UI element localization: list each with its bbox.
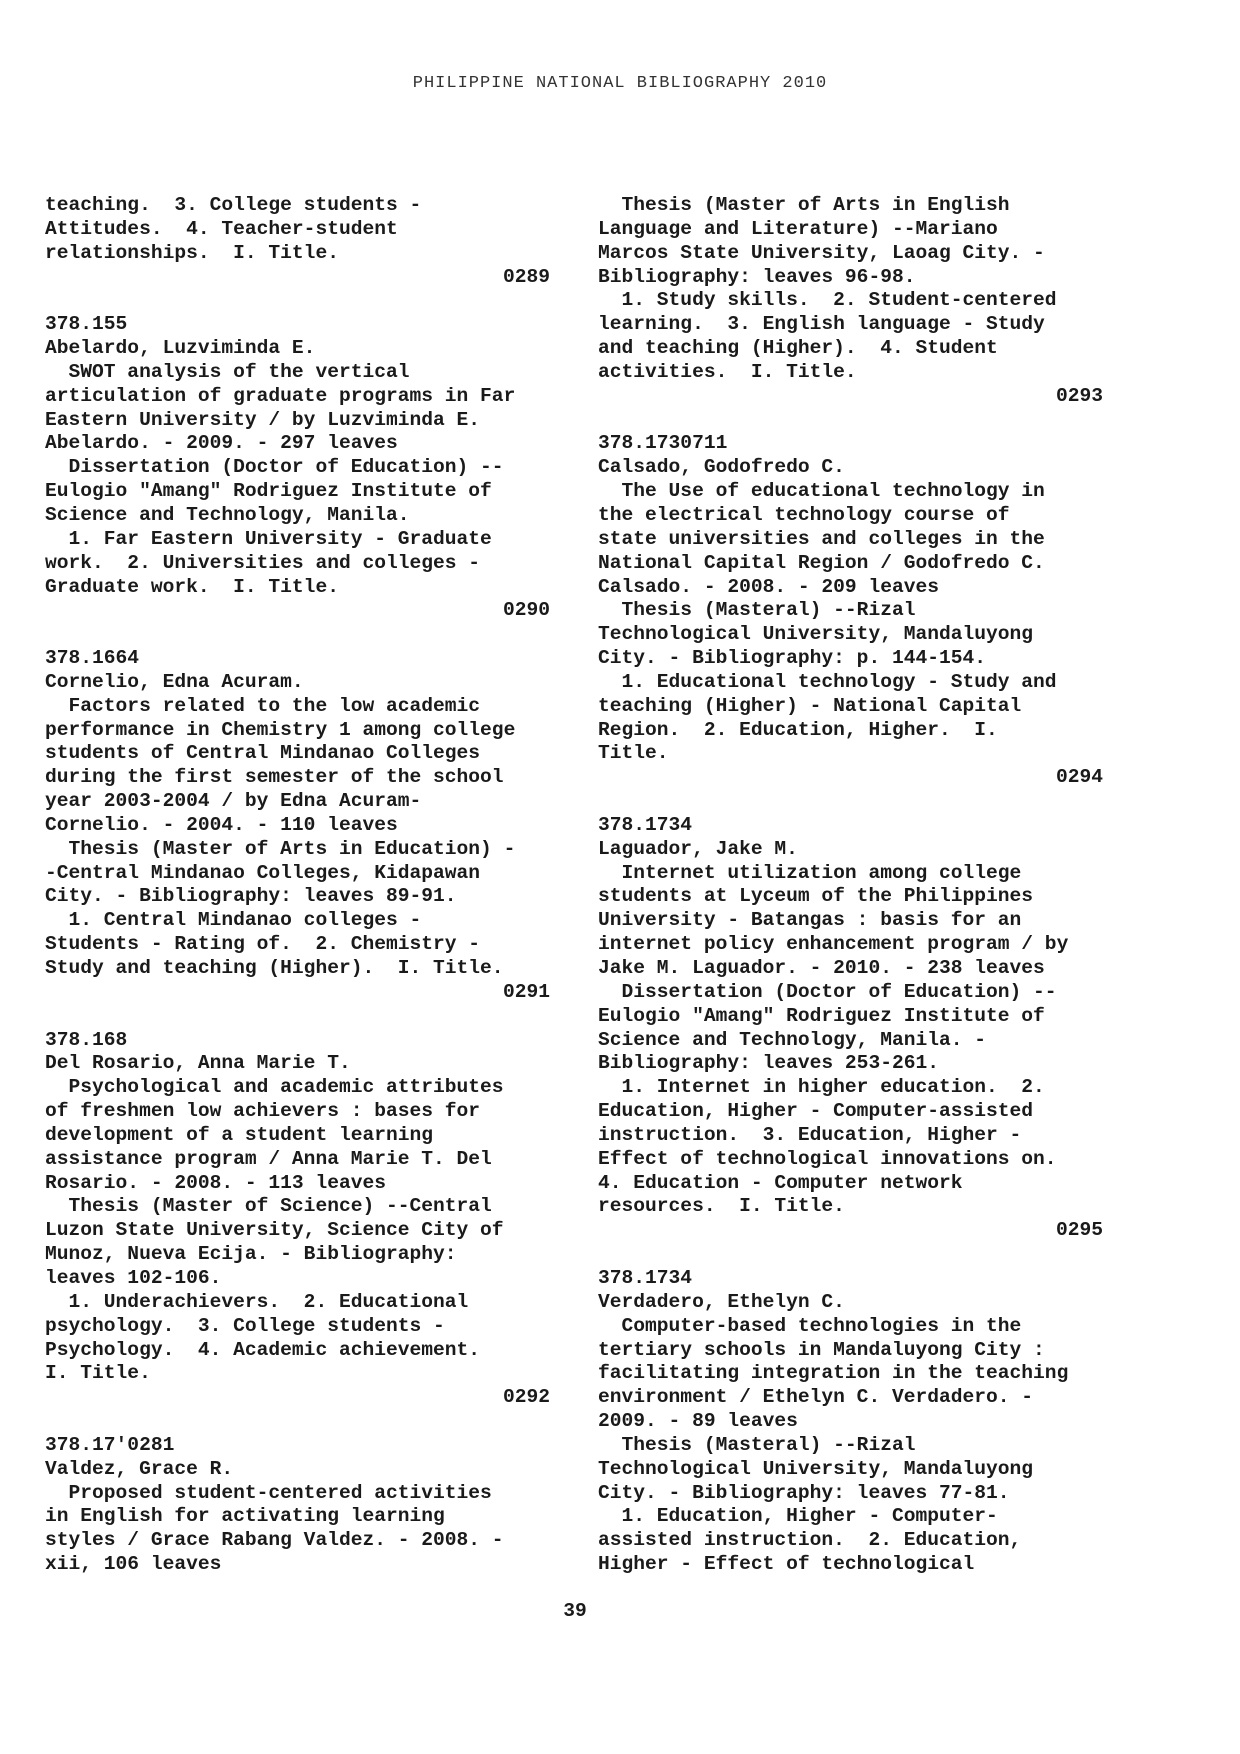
text-line: Eulogio "Amang" Rodriguez Institute of <box>45 480 492 503</box>
text-line: Munoz, Nueva Ecija. - Bibliography: <box>45 1243 457 1266</box>
text-line: work. 2. Universities and colleges - <box>45 551 481 574</box>
text-line: Technological University, Mandaluyong <box>598 623 1034 646</box>
entry-number: 0292 <box>502 1386 550 1409</box>
text-line: students of Central Mindanao Colleges <box>45 742 481 765</box>
text-line: Dissertation (Doctor of Education) -- <box>45 456 504 479</box>
text-line <box>45 1410 550 1434</box>
text-line: 378.168 <box>45 1028 128 1051</box>
entry-number: 0290 <box>502 599 550 622</box>
text-line: Title. <box>598 742 669 765</box>
text-line: Laguador, Jake M. <box>598 837 798 860</box>
text-line: Thesis (Master of Arts in English <box>598 194 1010 216</box>
text-line: Attitudes. 4. Teacher-student <box>45 217 398 240</box>
text-line: 378.1664 <box>45 647 140 670</box>
text-line: 1. Central Mindanao colleges - <box>45 909 422 932</box>
text-line: Internet utilization among college <box>598 861 1022 884</box>
text-line: 1. Internet in higher education. 2. <box>598 1076 1045 1099</box>
text-line: styles / Grace Rabang Valdez. - 2008. - <box>45 1529 504 1552</box>
text-line: Dissertation (Doctor of Education) -- <box>598 980 1057 1003</box>
text-line: resources. I. Title. <box>598 1195 845 1218</box>
text-line: learning. 3. English language - Study <box>598 313 1045 336</box>
text-line: Computer-based technologies in the <box>598 1314 1022 1337</box>
text-line: 1. Study skills. 2. Student-centered <box>598 289 1057 312</box>
text-line <box>45 1005 550 1029</box>
right-column <box>598 194 1103 1577</box>
text-line: City. - Bibliography: leaves 77-81. <box>598 1481 1010 1504</box>
text-line: Education, Higher - Computer-assisted <box>598 1100 1034 1123</box>
text-line: relationships. I. Title. <box>45 241 339 264</box>
text-line: I. Title. <box>45 1362 151 1385</box>
text-line: 1. Education, Higher - Computer- <box>598 1505 998 1528</box>
text-line: 378.1734 <box>598 1266 693 1289</box>
text-line: performance in Chemistry 1 among college <box>45 718 516 741</box>
text-line: leaves 102-106. <box>45 1266 222 1289</box>
text-line: assisted instruction. 2. Education, <box>598 1529 1022 1552</box>
text-line: activities. I. Title. <box>598 360 857 383</box>
text-line <box>45 289 550 313</box>
text-line: Factors related to the low academic <box>45 694 481 717</box>
text-line: SWOT analysis of the vertical <box>45 360 410 383</box>
text-line: Bibliography: leaves 253-261. <box>598 1052 939 1075</box>
page-number: 39 <box>563 1600 587 1622</box>
text-line: 378.155 <box>45 313 128 336</box>
text-line: Psychological and academic attributes <box>45 1076 504 1099</box>
text-line: the electrical technology course of <box>598 503 1010 526</box>
text-line: teaching (Higher) - National Capital <box>598 694 1022 717</box>
text-line: state universities and colleges in the <box>598 527 1045 550</box>
text-line: instruction. 3. Education, Higher - <box>598 1123 1022 1146</box>
text-line: of freshmen low achievers : bases for <box>45 1100 481 1123</box>
text-line: Study and teaching (Higher). I. Title. <box>45 957 504 979</box>
text-line: Thesis (Master of Arts in Education) - <box>45 837 516 860</box>
entry-number: 0291 <box>502 980 550 1003</box>
text-line: Calsado. - 2008. - 209 leaves <box>598 575 939 598</box>
text-line: 1. Educational technology - Study and <box>598 670 1057 693</box>
entry-number: 0294 <box>1055 766 1103 789</box>
text-line: during the first semester of the school <box>45 766 504 789</box>
text-line: -Central Mindanao Colleges, Kidapawan <box>45 861 481 884</box>
text-line: psychology. 3. College students - <box>45 1314 445 1337</box>
text-line: tertiary schools in Mandaluyong City : <box>598 1338 1045 1361</box>
text-line: Graduate work. I. Title. <box>45 575 339 598</box>
text-line: Calsado, Godofredo C. <box>598 456 845 479</box>
text-line: Eulogio "Amang" Rodriguez Institute of <box>598 1004 1045 1027</box>
text-line: The Use of educational technology in <box>598 480 1045 503</box>
text-line: 378.1730711 <box>598 432 728 455</box>
text-line: 2009. - 89 leaves <box>598 1410 798 1433</box>
text-line: Thesis (Masteral) --Rizal <box>598 1433 916 1456</box>
text-line: year 2003-2004 / by Edna Acuram- <box>45 790 422 813</box>
text-line <box>45 623 550 647</box>
entry-number: 0289 <box>502 265 550 288</box>
text-line: University - Batangas : basis for an <box>598 909 1022 932</box>
left-column <box>45 194 550 1577</box>
text-line: articulation of graduate programs in Far <box>45 384 516 407</box>
text-line: internet policy enhancement program / by <box>598 933 1069 956</box>
text-line: Rosario. - 2008. - 113 leaves <box>45 1171 386 1194</box>
text-line: facilitating integration in the teaching <box>598 1362 1069 1385</box>
text-line: Abelardo, Luzviminda E. <box>45 337 316 360</box>
text-line: Science and Technology, Manila. - <box>598 1028 987 1051</box>
text-line: 378.17'0281 <box>45 1433 175 1456</box>
running-head: PHILIPPINE NATIONAL BIBLIOGRAPHY 2010 <box>412 74 828 93</box>
text-line: 1. Far Eastern University - Graduate <box>45 527 492 550</box>
text-line: Proposed student-centered activities <box>45 1481 492 1504</box>
entry-number: 0295 <box>1055 1219 1103 1242</box>
text-line <box>598 409 1103 433</box>
text-line: in English for activating learning <box>45 1505 445 1528</box>
entry-number: 0293 <box>1055 384 1103 407</box>
text-line: Language and Literature) --Mariano <box>598 217 998 240</box>
text-line: Technological University, Mandaluyong <box>598 1457 1034 1480</box>
text-line: teaching. 3. College students - <box>45 194 422 216</box>
text-line: Verdadero, Ethelyn C. <box>598 1290 845 1313</box>
text-line: City. - Bibliography: p. 144-154. <box>598 647 987 670</box>
text-line: Eastern University / by Luzviminda E. <box>45 408 481 431</box>
text-line: City. - Bibliography: leaves 89-91. <box>45 885 457 908</box>
text-line: Higher - Effect of technological <box>598 1553 975 1576</box>
text-line <box>598 1243 1103 1267</box>
text-line: Marcos State University, Laoag City. - <box>598 241 1045 264</box>
text-line: and teaching (Higher). 4. Student <box>598 337 998 360</box>
text-line: Del Rosario, Anna Marie T. <box>45 1052 351 1075</box>
text-line: development of a student learning <box>45 1123 434 1146</box>
text-line: Valdez, Grace R. <box>45 1457 234 1480</box>
text-line: 1. Underachievers. 2. Educational <box>45 1290 469 1313</box>
text-line: Cornelio. - 2004. - 110 leaves <box>45 813 398 836</box>
text-line: environment / Ethelyn C. Verdadero. - <box>598 1386 1034 1409</box>
text-line <box>598 790 1103 814</box>
text-line: Students - Rating of. 2. Chemistry - <box>45 933 481 956</box>
text-line: Science and Technology, Manila. <box>45 503 410 526</box>
text-line: Thesis (Master of Science) --Central <box>45 1195 492 1218</box>
text-line: Jake M. Laguador. - 2010. - 238 leaves <box>598 957 1045 979</box>
text-line: 4. Education - Computer network <box>598 1171 963 1194</box>
text-line: Thesis (Masteral) --Rizal <box>598 599 916 622</box>
text-line: Psychology. 4. Academic achievement. <box>45 1338 481 1361</box>
text-line: Region. 2. Education, Higher. I. <box>598 718 998 741</box>
text-line: students at Lyceum of the Philippines <box>598 885 1034 908</box>
text-line: Abelardo. - 2009. - 297 leaves <box>45 432 398 455</box>
text-line: Effect of technological innovations on. <box>598 1147 1057 1170</box>
text-line: National Capital Region / Godofredo C. <box>598 551 1045 574</box>
text-line: xii, 106 leaves <box>45 1553 222 1576</box>
text-line: Luzon State University, Science City of <box>45 1219 504 1242</box>
text-line: Cornelio, Edna Acuram. <box>45 670 304 693</box>
text-line: Bibliography: leaves 96-98. <box>598 265 916 288</box>
text-line: 378.1734 <box>598 813 693 836</box>
text-line: assistance program / Anna Marie T. Del <box>45 1147 492 1170</box>
